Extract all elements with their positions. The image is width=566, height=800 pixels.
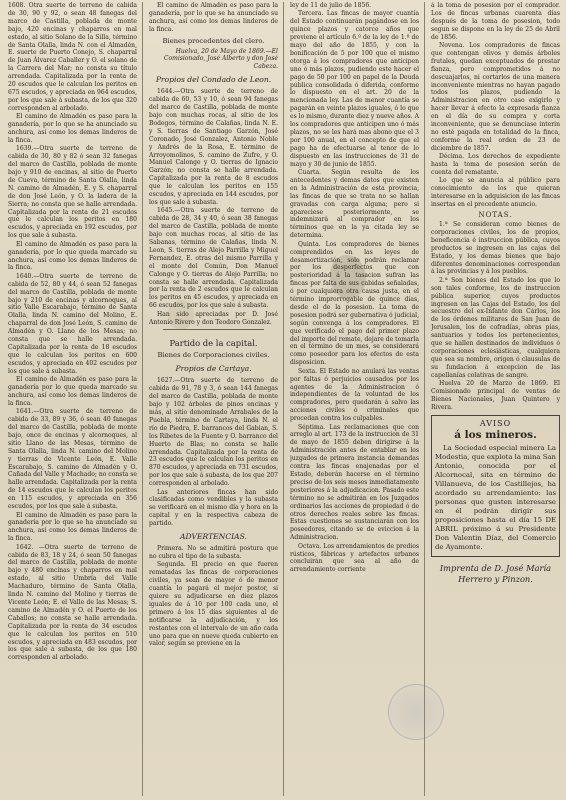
lot-1640: 1640.—Otra suerte de terreno de cabida de 52, 80 y 44, ó sean 52 fanegas del marco de Castilla, poblada de monte bajo y 210 de encinas y alcornoques, al sitio Valle Escarabajo, término de Santa Olalla, linda N. camino del Molino, E. chaparral de don José León, S. camino de Almadén y O. Llano de los Mesas; no consta que se halle arrendada. Capitalizada por la renta de 18 escudos que le calculan los peritos en 600 escudos, y apreciada en 402 escudos por los que sale á subasta. <box>8 272 137 375</box>
section-subheading: Bienes procedentes del clero. <box>162 36 265 45</box>
note-paragraph: El camino de Almadén es paso para la ganadería, por lo que se ha anunciado su anchura, así como los demas linderos de la finca. <box>8 113 137 144</box>
column-1 <box>8 2 143 796</box>
aviso-subtitle: á los mineros. <box>454 428 537 441</box>
aviso-box <box>431 415 560 557</box>
auction-note: Las anteriores fincas han sido clasificadas como vendibles y la subasta se verificará en el mismo día y hora en la capital y en la respectiva cabeza de partido. <box>149 488 278 528</box>
continuation-text: ley de 11 de julio de 1856. <box>290 2 372 9</box>
section-heading-propios-leon: Propios del Condado de Leon. <box>155 75 272 85</box>
lot-1639: 1639.—Otra suerte de terreno de cabida de 30, 80 y 82 ó sean 32 fanegas del marco de Castilla, poblada de monte bajo y 910 de encinas, al sitio de Puerto de Cueva, término de Santa Olalla, linda N. camino de Almadén, E. y S. chaparral de don José León, y O. la ladera de la Sierra; no consta que se halle arrendada. Capitalizada por la renta de 21 escudos que le calculan los peritos en 180 escudos, y apreciada en 192 escudos, por los que sale á subasta. <box>8 145 137 240</box>
advertencia-2: Segunda. El precio en que fueren rematadas las fincas de corporaciones civiles, ya sean de mayor ó de menor cuantía lo pagará el mejor postor, si quiere su adjudicarse en diez plazos iguales de á 10 por 100 cada uno, el primero á los 15 días siguientes al de notificarse la adjudicación, y los restantes con el intervalo de un año cada uno para que en nueve queda cubierto en valor, según se previene en la <box>149 561 278 648</box>
note-paragraph: El camino de Almadén es paso para la ganadería por lo que se ha anunciado su anchura, así como los demas linderos de la finca. <box>8 511 137 543</box>
notas-heading: NOTAS. <box>478 211 513 220</box>
printer-imprint: Imprenta de D. José María Herrero y Pinzon. <box>439 562 552 584</box>
advertencia-4: Cuarta. Según resulta de los antecedentes y demas datos que existen en la Administración de esta provincia, las fincas de que se trata no se hallan gravadas con carga alguna; pero si apareciese posteriormente, se indemnizará al comprador en los términos que en la ya citada ley se determina. <box>290 169 419 240</box>
advertencia-5: Quinta. Los compradores de bienes comprendidos en las leyes de desamortización, solo podrán reclamar por los desperfectos que con posterioridad á la tasacion sufran las fincas por falta de sus cabidas señaladas, ó por cualquiera otra causa justa, en el término improrrogable de quince días, desde el de la posesion. La toma de posesion podrá ser gubernativa ó judicial, según convenga á los compradores. El que verificado el pago del primer plazo del importe del remate, dejare de tomarla en el término de un mes, se considerará como poseedor para los efectos de esta disposicion. <box>290 240 419 367</box>
signature-line: Huelva 20 de Marzo de 1869. El Comisionado principal de ventas de Bienes Nacionales, Juan Quintero y Rivera. <box>431 380 560 411</box>
appraisers-note: Han sido apreciadas por D. José Antonio Rivero y don Teodoro Gonzalez. <box>149 310 278 326</box>
signature-line: Huelva, 20 de Mayo de 1869.—El Comisionado, José Alberto y don José Cabeza. <box>163 47 278 71</box>
ink-stain <box>330 255 366 299</box>
aviso-title: AVISO <box>479 418 512 428</box>
section-heading-advertencias: ADVERTENCIAS. <box>180 532 247 542</box>
continuation-text: á la toma de posesion por el comprador. Los de fincas urbanas cuarenta días después de la toma de posesion, todo segun se dispone en la ley de 25 de Abril de 1856. <box>431 2 560 41</box>
paper-foxing <box>168 300 194 330</box>
advertencia-1: Primera. No se admitirá postura que no cubra el tipo de la subasta. <box>149 545 278 560</box>
column-4 <box>431 2 560 796</box>
lot-1644: 1644.—Otra suerte de terreno de cabida de 60, 53 y 10, ó sean 94 fanegas del marco de Castilla, poblada de monte bajo con muchas rocas, al sitio de los Bodegos, término de Calañas, linda N. E. y S. tierras de Santiago Garzón, José Coronado, José Gonzalez, Antonio Noble y Andrés de la Rosa, E. término de Arroyomolinos, S. camino de Zufre, y O. Manuel Calonge y O. tierras de Ignacio Garzón; no consta se halle arrendada. Capitalizada por la renta de 8 escudos que le calculan los peritos en 155 escudos, y apreciada en 144 escudos, por los que sale á subasta. <box>149 88 278 206</box>
lot-1645: 1645.—Otra suerte de terreno de cabida de 28, 34 y 40, ó sean 38 fanegas del marco de Castilla, poblada de monte bajo con muchas rocas, al sitio de las Sabanas, término de Calañas, linda N. Leon, S. tierras de Alejo Parrilla y Miguel Fernandez, E. otras del mismo Parrilla y el monte del Común, Don Manuel Calonge y O. tierras de Alejo Parrilla; no consta se halle arrendada. Capitalizada por la renta de 2 escudos que le calculan los peritos en 45 escudos, y apreciada en 66 escudos, por los que sale á subasta. <box>149 207 278 310</box>
nota-2: 2.ª Son bienes del Estado los que lo son tales conforme, los de instruccion pública superior, cuyos productos ingresen en las Cajas del Estado, los del secuestro del ex-Infante don Cárlos, los de los órdenes militares de San Juan de Jerusalen, los de cofradías, obras pías, santuarios y todos los pertenecientes, que se hallen destinados de individuos ó corporaciones eclesiásticas, cualquiera que sea su nombre, origen ó clausulas de su fundacion á excepcion de las capellanías colativas de sangre. <box>431 276 560 379</box>
note-paragraph: El camino de Almadén es paso para la ganadería, por lo que queda marcado su anchura, así como los demas linderos de la finca. <box>8 240 137 272</box>
section-heading-propios-cartaya: Propios de Cartaya. <box>175 364 252 374</box>
section-subheading-corporaciones: Bienes de Corporaciones civiles. <box>157 351 270 360</box>
lot-1608: 1608. Otra suerte de terreno de cabida de 30, 90 y 92, o sean 48 fanegas del marco de Castilla, poblada de monte bajo, 420 encinas y chaparros en mal estado, al sitio Solano de la Silla, término de Santa Olalla, linda N. con el Almadén, E. suerte de Puerto Conejo, S. chaparral de Juan Álvarez Caballer y O. el solano de la Carrera del Mar; no consta su título arrendada. Capitalizada por la renta de 20 escudos que le calculan los peritos en 675 escudos, y apreciada en 964 escudos, por los que sale á subasta, de los que 320 corresponden al arbolado. <box>8 2 137 112</box>
section-heading-partido-capital: Partido de la capital. <box>169 338 258 349</box>
library-stamp <box>388 684 444 740</box>
nota-1: 1.ª Se consideran como bienes de corporaciones civiles, los de propios, beneficencia é instruccion pública, cuyos productos se ingresen en las cajas del Estado, y los demas bienes que bajo diferentes denominaciones correspondan á las provincias y á los pueblos. <box>431 220 560 276</box>
column-3 <box>290 2 425 796</box>
announcement-note: Lo que se anuncia al público para conocimiento de los que quieran interesarse en la adquisicion de las fincas insertas en el precedente anuncio. <box>431 177 560 209</box>
aviso-text: La Sociedad especial minera La Modestia, que explota la mina San Antonio, conocida por el Alcornocal, sita en término de Villanueva, de los Castillejos, ha acordado su arrendamiento: las personas que gusten interesarse en él podrán dirigir sus proposiciones hasta el día 15 DE ABRIL próximo á su Presidente Don Valentin Díaz, del Comercio de Ayamonte. <box>435 443 556 551</box>
column-2 <box>149 2 284 796</box>
advertencia-8: Octava. Los arrendamientos de predios rústicos, fábricas y artefactos urbanos concluirán que sea al año de arrendamiento corriente <box>290 542 419 574</box>
lot-1627: 1627.—Otra suerte de terreno de cabida de 91, 78 y 3, ó sean 144 fanegas del marco de Castilla, poblada de monte bajo y 102 árboles de pinos encinas y más, al sitio denominado Arrabales de la Puebla, término de Cartaya, linda N. el río de Piedra, E. barrancos del Gabian, S. los Ribetes de la Fuente y O. barranco del Huerto de Blas; no consta se halle arrendada. Capitalizada por la renta de 23 escudos que le calculan los peritos en 870 escudos, y apreciada en 731 escudos, por los que sale á subasta, de los que 207 corresponden al arbolado. <box>149 377 278 488</box>
advertencia-7: Séptima. Las reclamaciones que con arreglo al art. 173 de la instruccion de 31 de mayo de 1855 deben dirigirse á la Administración antes de entablar en los juzgados de primera instancia demandas contra las fincas enajenadas por el Estado, deberán hacerse en el término preciso de los seis meses inmediatamente posteriores á la adjudicacion. Pasado este término no se admitirán en los Juzgados ordinarios las acciones de propiedad ó de otros derechos reales sobre las fincas. Estas cuestiones se sustanciarán con los poseedores, citando se de eviccion á la Administracion. <box>290 423 419 542</box>
lot-1642: 1642. —Otra suerte de terreno de cabida de 83, 18 y 24, ó sean 50 fanegas del marco de Castilla, poblada de monte bajo y 480 encinas y chaparros en mal estado, al sitio Umbría del Valle Machaduro, término de Santa Olalla, linda N. camino del Molino y tierras de Vicente León; E. el Valle de las Mesas; S. camino de Almadén y O. el Puerto de los Caballos; no consta se halle arrendada. Capitalizada por la renta de 34 escudos que le calculan los peritos en 510 escudos, y apreciada en 483 escudos, por los que sale á subasta, de los que 180 corresponden al arbolado. <box>8 543 137 662</box>
advertencia-10: Décima. Los derechos de expediente hasta la toma de posesion serán de cuenta del rematante. <box>431 153 560 177</box>
note-paragraph: El camino de Almadén es paso para la ganadería, por lo que se ha anunciado su anchura, así como los demas linderos de la finca. <box>149 2 278 33</box>
advertencia-9: Novena. Los compradores de fincas que contengan olivos y demás árboles frutales, quedan exceptuados de prestar fianza, pero comprometidos á no descuajarlos, ni cortarlos de una manera inconveniente mientras no hayan pagado todos los plazos, pudiendo la Administracion en otro caso exigirlo y hacer llevar á efecto la expresada fianza en el día de su compra y corta inconveniente, que se denunciase interin no esté pagada en totalidad de la finca, conforme la real orden de 23 de diciembre de 1857. <box>431 42 560 152</box>
note-paragraph: El camino de Almadén es paso para la ganadería por lo que queda marcado su anchura, así como los demas linderos de la finca. <box>8 376 137 407</box>
advertencia-6: Sexta. El Estado no anulará las ventas por faltas ó perjuicios causados por los agentes de la Administracion ó independientes de la voluntad de los compradores, pero quedarán á salvo las acciones civiles ó criminales que procedan contra los culpables. <box>290 367 419 423</box>
advertencia-3: Tercera. Las fincas de mayor cuantía del Estado continuarán pagándose en los quince plazos y catorce años que previene el artículo 6.º de la ley de 1.º de mayo del año de 1855, y con la bonificación de 5 por 100 que el mismo otorga á los compradores que anticipen uno ó más plazos, pudiendo este hacer el pago de 50 por 100 en papel de la Deuda pública consolidada ó diferida, conforme lo dispuesto en el art. 20 de la mencionada ley. Las de menor cuantía se pagarán en veinte plazos iguales, ó lo que es lo mismo, durante diez y nueve años. A los compradores que anticipen uno ó más plazos, no se les hará mas abono que el 3 por 100 anual, en el concepto de que el pago ha de efectuarse al tenor de lo dispuesto en las instrucciones de 31 de mayo y 30 de junio de 1855. <box>290 10 419 168</box>
lot-1641: 1641.—Otra suerte de terreno de cabida de 33, 89 y 36, ó sean 40 fanegas del marco de Castilla, poblada de monte bajo, once de encinas y alcornoques, al sitio Llano de las Mesas, término de Santa Olalla, linda N. camino del Molino y tierras de Vicente León, E. Valle Escarabajo, S. camino de Almadén y O. Cañada del Valle y Machado; no consta se halle arrendada. Capitalizada por la renta de 14 escudos que le calculan los peritos en 115 escudos, y apreciada en 356 escudos, por los que sale á subasta. <box>8 408 137 511</box>
